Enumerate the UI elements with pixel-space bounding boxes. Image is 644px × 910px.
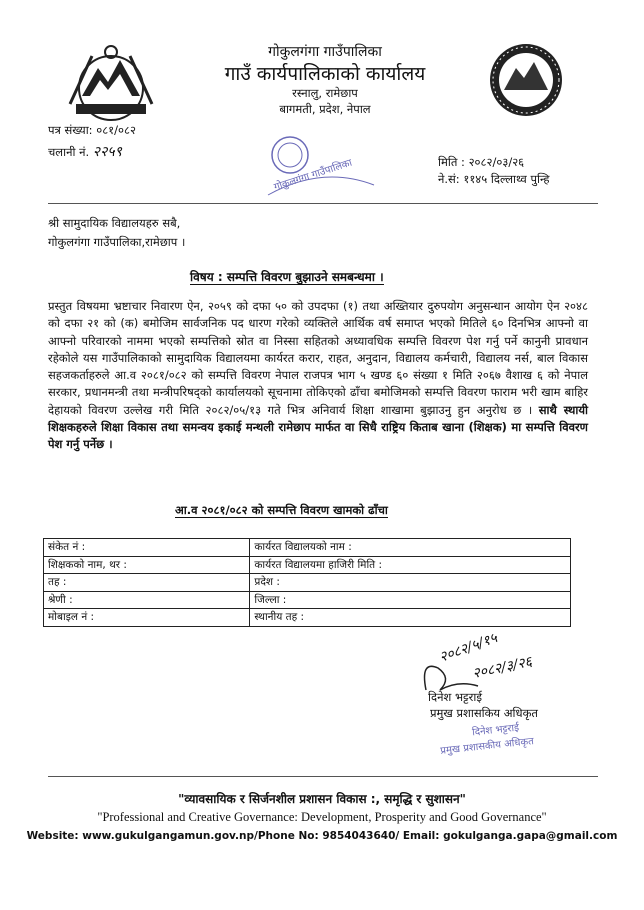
office-stamp-text: गोकुलगंगा गाउँपालिका	[272, 157, 354, 194]
footer-slogan-english: "Professional and Creative Governance: Development, Prosperity and Good Governance"	[97, 810, 547, 824]
signature-stamp-name: दिनेश भट्टराई	[471, 722, 520, 739]
addressee-line1: श्री सामुदायिक विद्यालयहरु सबै,	[48, 216, 181, 230]
footer-slogan-nepali: "व्यावसायिक र सिर्जनशील प्रशासन विकास :, समृद्धि र सुशासन"	[178, 792, 466, 806]
header-office: गाउँ कार्यपालिकाको कार्यालय	[224, 63, 426, 85]
signature-stamp-title: प्रमुख प्रशासकीय अधिकृत	[439, 736, 535, 757]
patra-sankhya: पत्र संख्या: ०८१/०८२	[48, 123, 136, 137]
table-row	[44, 591, 571, 609]
subject-line	[190, 268, 384, 285]
table-cell: शिक्षकको नाम, थर :	[44, 556, 250, 574]
table-row	[44, 539, 571, 557]
body-text: प्रस्तुत विषयमा भ्रष्टाचार निवारण ऐन, २०५९ को दफा ५० को उपदफा (१) तथा अख्तियार दुरुपयोग अनुसन्धान आयोग ऐन २०४८ को दफा २१ को (क) बमोजिम सार्वजनिक पद धारण गरेको व्यक्तिले आर्थिक वर्ष समाप्त भएको मितिले ६० दिनभित्र आफ्नो वा आफ्नो परिवारको नाममा भएको सम्पत्तिको स्रोत वा निस्सा सहितको अध्यावधिक सम्पत्ति विवरण पेश गर्नु पर्ने कानुनी प्रावधान रहेकोले यस गाउँपालिकाको सामुदायिक विद्यालयमा कार्यरत करार, राहत, अनुदान, विद्यालय कर्मचारी, विद्यालय नर्स, बाल विकास सहजकर्ताहरुले आ.व २०८१/०८२ को सम्पत्ति विवरण नेपाल राजपत्र भाग ५ खण्ड ६० संख्या १ मिति २०६७ वैशाख ६ को नेपाल सरकार, प्रधानमन्त्री तथा मन्त्रीपरिषद्को कार्यालयको सूचनामा तोकिएको ढाँचा बमोजिमको सम्पत्ति विवरण फाराम भरी खाम बाहिर देहायको विवरण उल्लेख गरी मिति २०८२/०५/१३ गते भित्र अनिवार्य शिक्षा शाखामा बुझाउनु हुन अनुरोध छ ।	[48, 299, 588, 417]
municipality-seal	[488, 42, 564, 118]
table-cell: प्रदेश :	[250, 574, 571, 592]
date-miti: मिति : २०८२/०३/२६	[438, 155, 525, 169]
form-title	[175, 503, 388, 518]
header-address	[200, 85, 450, 117]
table-cell: कार्यरत विद्यालयको नाम :	[250, 539, 571, 557]
table-cell: जिल्ला :	[250, 591, 571, 609]
header-municipality: गोकुलगंगा गाउँपालिका	[268, 44, 382, 60]
date-nepal-sambat: ने.सं: ११४५ दिल्लाथ्व पुन्हि	[438, 172, 550, 186]
signatory-name: दिनेश भट्टराई	[428, 690, 482, 704]
letter-body	[48, 298, 588, 454]
table-row	[44, 574, 571, 592]
addressee-line2: गोकुलगंगा गाउँपालिका,रामेछाप ।	[48, 235, 186, 249]
chalani-label: चलानी नं.	[48, 145, 90, 159]
table-cell: स्थानीय तह :	[250, 609, 571, 627]
header-divider	[48, 203, 598, 204]
subject-text: विषय : सम्पत्ति विवरण बुझाउने समबन्धमा ।	[190, 270, 384, 284]
header-address-line1: रस्नालु, रामेछाप	[292, 86, 358, 100]
nepal-emblem	[62, 38, 160, 126]
footer-divider	[48, 776, 598, 777]
table-row	[44, 556, 571, 574]
chalani-number	[48, 142, 122, 161]
table-cell: मोबाइल नं :	[44, 609, 250, 627]
footer-contact: Website: www.gukulgangamun.gov.np/Phone No: 9854043640/ Email: gokulganga.gapa@gmail.com	[26, 830, 618, 842]
table-cell: कार्यरत विद्यालयमा हाजिरी मिति :	[250, 556, 571, 574]
header-address-line2: बागमती, प्रदेश, नेपाल	[279, 102, 371, 116]
chalani-value: २२५९	[92, 144, 122, 160]
table-cell: संकेत नं :	[44, 539, 250, 557]
handwritten-date-2: २०८२/३/२६	[471, 653, 534, 683]
office-stamp	[262, 125, 382, 220]
form-title-text: आ.व २०८१/०८२ को सम्पत्ति विवरण खामको ढाँचा	[175, 503, 388, 517]
table-cell: तह :	[44, 574, 250, 592]
envelope-format-table	[43, 538, 571, 627]
signatory-title: प्रमुख प्रशासकिय अधिकृत	[430, 706, 538, 720]
handwritten-date-1: २०८२/५/१५	[437, 630, 500, 666]
table-cell: श्रेणी :	[44, 591, 250, 609]
table-row	[44, 609, 571, 627]
body-bold-text: साथै स्थायी शिक्षकहरुले शिक्षा विकास तथा समन्वय इकाई मन्थली रामेछाप मार्फत वा सिधै राष्ट्रिय किताब खाना (शिक्षक) मा सम्पत्ति विवरण पेश गर्नु पर्नेछ ।	[48, 402, 589, 452]
